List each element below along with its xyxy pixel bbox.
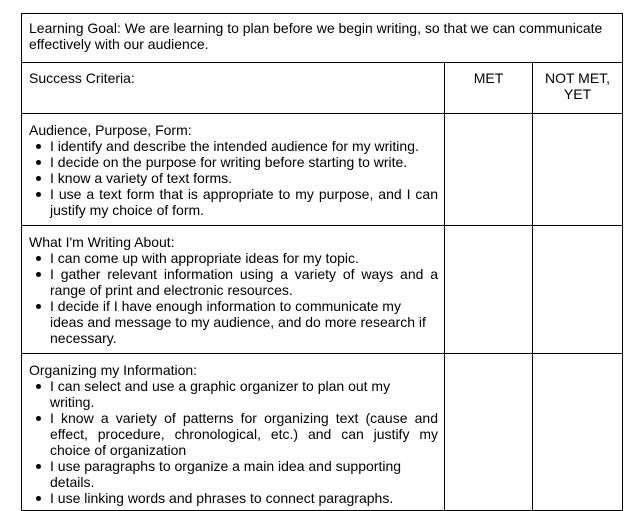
criteria-row-organizing-my-information [22, 354, 623, 511]
bullet-item: I decide if I have enough information to communicate my ideas and message to my audience, and do more research if necessary. [29, 298, 438, 346]
bullet-item: I know a variety of text forms. [29, 170, 438, 186]
met-cell-what-im-writing-about[interactable] [445, 226, 533, 354]
header-success-criteria: Success Criteria: [22, 63, 445, 114]
met-cell-organizing-my-information[interactable] [445, 354, 533, 511]
not-met-cell-organizing-my-information[interactable] [533, 354, 623, 511]
bullet-item: I can come up with appropriate ideas for my topic. [29, 250, 438, 266]
not-met-cell-audience-purpose-form[interactable] [533, 114, 623, 226]
section-title: Audience, Purpose, Form: [29, 122, 192, 138]
bullet-item: I gather relevant information using a variety of ways and a range of print and electronic resources. [29, 266, 438, 298]
learning-goal-text: Learning Goal: We are learning to plan before we begin writing, so that we can communicate effectively with our audience. [22, 14, 623, 63]
learning-goal-row [22, 14, 623, 63]
bullet-list [29, 378, 438, 506]
bullet-item: I use linking words and phrases to connect paragraphs. [29, 490, 438, 506]
bullet-item: I can select and use a graphic organizer to plan out my writing. [29, 378, 438, 410]
bullet-item: I know a variety of patterns for organizing text (cause and effect, procedure, chronological, etc.) and can justify my choice of organization [29, 410, 438, 458]
bullet-list [29, 250, 438, 346]
bullet-item: I use a text form that is appropriate to my purpose, and I can justify my choice of form. [29, 186, 438, 218]
success-criteria-table [21, 13, 623, 511]
bullet-item: I identify and describe the intended audience for my writing. [29, 138, 438, 154]
criteria-row-audience-purpose-form [22, 114, 623, 226]
table-header-row [22, 63, 623, 114]
header-met: MET [445, 63, 533, 114]
section-title: Organizing my Information: [29, 362, 198, 378]
met-cell-audience-purpose-form[interactable] [445, 114, 533, 226]
criteria-row-what-im-writing-about [22, 226, 623, 354]
criteria-cell-audience-purpose-form [22, 114, 445, 226]
section-title: What I'm Writing About: [29, 234, 175, 250]
criteria-cell-what-im-writing-about [22, 226, 445, 354]
header-not-met-yet: NOT MET, YET [533, 63, 623, 114]
bullet-list [29, 138, 438, 218]
criteria-cell-organizing-my-information [22, 354, 445, 511]
not-met-cell-what-im-writing-about[interactable] [533, 226, 623, 354]
bullet-item: I decide on the purpose for writing before starting to write. [29, 154, 438, 170]
bullet-item: I use paragraphs to organize a main idea and supporting details. [29, 458, 438, 490]
